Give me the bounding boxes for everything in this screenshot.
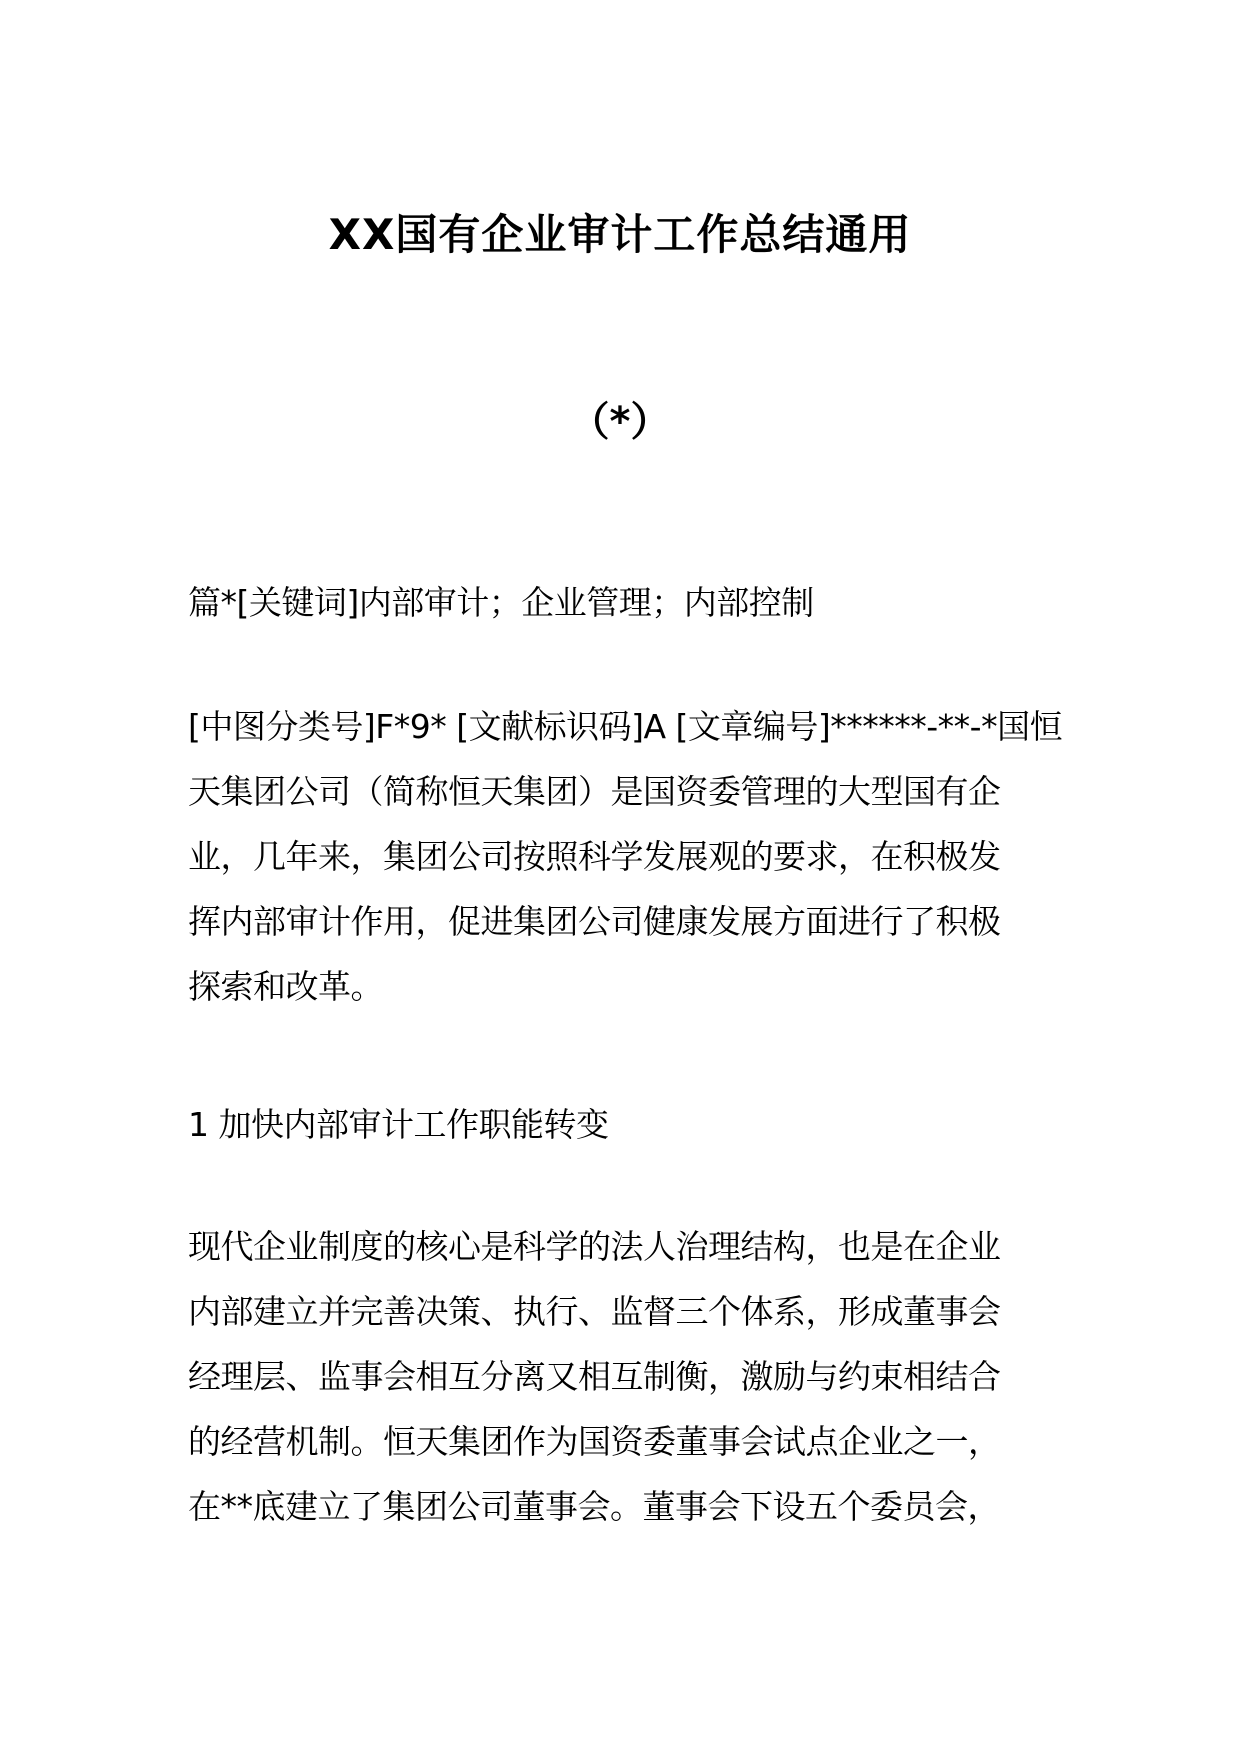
paragraph-line: 探索和改革。 — [188, 967, 383, 1006]
document-title: XX国有企业审计工作总结通用 — [328, 210, 912, 259]
paragraph-line: 的经营机制。恒天集团作为国资委董事会试点企业之一， — [188, 1422, 1001, 1461]
paragraph-line: 挥内部审计作用，促进集团公司健康发展方面进行了积极 — [188, 902, 1001, 941]
paragraph-line: [中图分类号]F*9* [文献标识码]A [文章编号]******-**-*国恒 — [188, 707, 1063, 746]
paragraph-line: 天集团公司（简称恒天集团）是国资委管理的大型国有企 — [188, 772, 1001, 811]
paragraph-line: 业，几年来，集团公司按照科学发展观的要求，在积极发 — [188, 837, 1001, 876]
document-subtitle: （*） — [569, 399, 671, 445]
keywords-line: 篇*[关键词]内部审计；企业管理；内部控制 — [188, 583, 814, 622]
paragraph-line: 在**底建立了集团公司董事会。董事会下设五个委员会， — [188, 1487, 1000, 1526]
paragraph-line: 现代企业制度的核心是科学的法人治理结构，也是在企业 — [188, 1227, 1001, 1266]
section-heading: 1 加快内部审计工作职能转变 — [188, 1105, 609, 1144]
paragraph-line: 经理层、监事会相互分离又相互制衡，激励与约束相结合 — [188, 1357, 1001, 1396]
paragraph-line: 内部建立并完善决策、执行、监督三个体系，形成董事会 — [188, 1292, 1001, 1331]
